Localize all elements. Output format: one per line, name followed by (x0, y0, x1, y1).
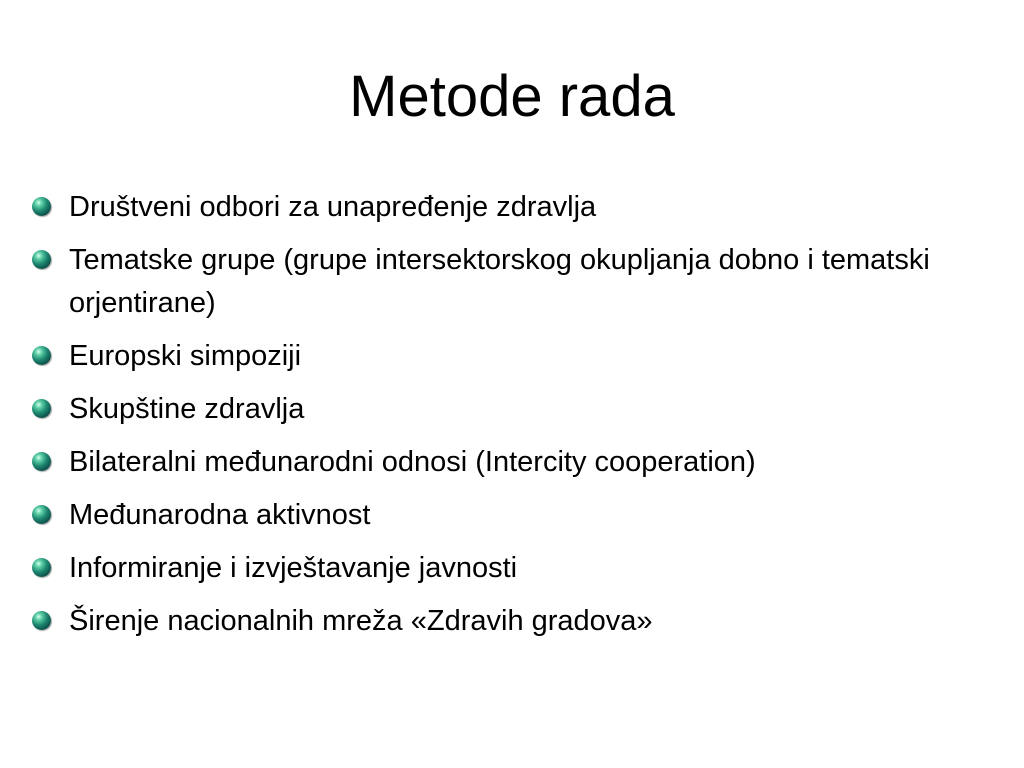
sphere-bullet-icon (32, 505, 51, 524)
list-item (32, 600, 982, 643)
list-item-text: Bilateralni međunarodni odnosi (Intercity cooperation) (69, 446, 756, 478)
list-item (32, 547, 982, 590)
sphere-bullet-icon (32, 399, 51, 418)
list-item (32, 186, 982, 229)
list-item (32, 441, 982, 484)
sphere-bullet-icon (32, 197, 51, 216)
list-item-text: Društveni odbori za unapređenje zdravlja (69, 191, 597, 223)
list-item (32, 494, 982, 537)
list-item (32, 239, 982, 325)
list-item (32, 335, 982, 378)
bullet-list (32, 186, 982, 653)
sphere-bullet-icon (32, 250, 51, 269)
list-item-text: Europski simpoziji (69, 340, 302, 372)
sphere-bullet-icon (32, 558, 51, 577)
list-item (32, 388, 982, 431)
sphere-bullet-icon (32, 611, 51, 630)
list-item-text: Skupštine zdravlja (69, 393, 305, 425)
sphere-bullet-icon (32, 452, 51, 471)
list-item-text: Međunarodna aktivnost (69, 499, 371, 531)
sphere-bullet-icon (32, 346, 51, 365)
list-item-text: Informiranje i izvještavanje javnosti (69, 552, 518, 584)
slide-title: Metode rada (349, 64, 675, 129)
list-item-text: Širenje nacionalnih mreža «Zdravih gradova» (69, 605, 653, 637)
list-item-text: Tematske grupe (grupe intersektorskog okupljanja dobno i tematski orjentirane) (69, 244, 930, 319)
